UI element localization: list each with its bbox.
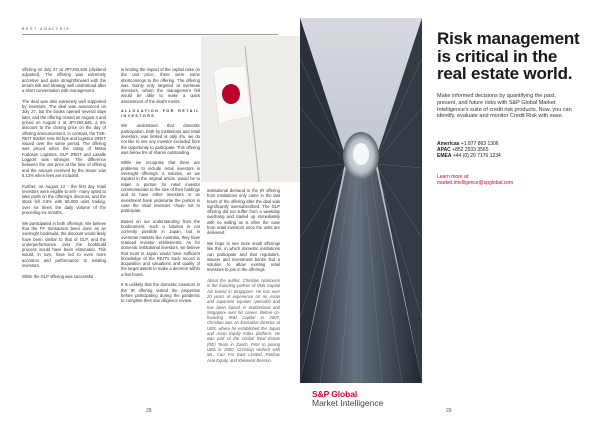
author-bio: About the author, Christian Nomoussi is the founding partner of IR&I Capital AG based in Singapore. He has over 20 years of experience on an Asian and Japanese equities specialist and has been based in Switzerland and Singapore over his career. Before co-founding IR&I Capital in 2007, Christian was an Executive Director at UBS, where he established the Japan and Asian Equity Index platform. He was part of the Global Real Estate (RE) Team in Zurich. Prior to joining UBS in 2000, Christian worked with ML, Carr Far East Limited, Paribas Asia Equity, and Kleinwort Benson. [207,278,280,363]
paragraph: While we recognise that there are problems to include retail investors in overnight offerings, a solution, as we expand in the original article, would be to retain a portion for retail investor commensurate to the size of their holdings and to have either investors or an investment bank underwrite the portion in case the retail investors chose not to participate. [121,160,200,214]
paragraph: We participated in both offerings. We believe that the FF transaction been done as an overnight bookbuild, the discount would likely have been similar to that of GLP, and the underperformance over the bookbuild process would have been eliminated. This would, in turn, have led to even more accretion and performance to existing investors. [22,220,106,268]
flag-illustration [201,36,300,182]
page-number-right: 29 [446,408,452,414]
paragraph: While the GLP offering was successful [22,273,94,279]
article-column-3 [207,188,280,368]
ad-body: Make informed decisions by quantifying the past, present, and future risks with S&P Global Market Intelligence's suite of credit risk products. Now, you can identify, evaluate and monitor Credit Risk with ease. [437,93,572,120]
article-column-1 [22,67,106,284]
sp-global-logo [312,390,383,408]
learn-more-label: Learn more at: [437,174,470,180]
paragraph: institutional demand in the IR offering from institutions only came in the last hours of the offering after the deal was significantly oversubscribed. The GLP offering did not suffer from a weekday overhang and traded up immediately with no selling as is often the case from retail investors once the units are delivered. [207,188,280,236]
skyscraper-illustration [300,18,422,383]
contact-emea: EMEA +44 (0) 20 7176 1234 [437,153,501,160]
paragraph: offering on July 27 at JPY292,645 (dividend adjusted). The offering was extremely accretive and quite straightforward with the tenant risk and strategy well understood after a short conversation with management. [22,67,106,94]
contact-list [437,141,567,160]
paragraph: in limiting the impact of the capital raise on the unit price, there were some shortcomings to the offering. The offering was mainly only targeted at overseas investors, whom the management felt would be able to make a quick assessment of the deal's merits. [121,67,200,104]
paragraph: The deal was also extremely well supported by investors. The deal was announced on July 27, but the books opened several days later, and the offering closed on August 3 and priced on August 4 at JPY282,845, a 5% discount to the closing price on the day of offering announcement. In contrast, the TSE-REIT market rose 80 bps and logistics JREIT issued over the same period. The offering was priced when the rating of Mitsui Fudosan Logistics, GLP JREIT and Lasalle Logport was stronger. The difference between the unit price at the time of offering and the amount received by the issuer was 8.12% when fees are included. [22,98,106,178]
article-column-2 [121,67,200,309]
japan-flag-photo [201,36,300,182]
contact-apac: APAC +852 2533 3565 [437,147,489,154]
paragraph: We hope to see more small offerings like this, in which domestic institutions can participate and that regulators, issuers and investment banks find a solution to allow existing retail investors to join in the offerings. [207,240,280,273]
learn-more [437,174,567,186]
ad-headline: Risk management is critical in the real estate world. [437,29,580,83]
logo-subbrand: Market Intelligence [312,398,384,408]
paragraph: We understand that domestic participation, both by institutions and retail investors, was limited at only 4%, we do not like to see any investor excluded from the opportunity to participate. This offering was below 5% of shares outstanding. [121,123,200,155]
logo-brand: S&P Global [312,389,358,399]
skyscraper-photo [300,18,422,383]
section-subhead: ALLOCATION FOR RETAIL INVESTORS [121,109,200,119]
top-rule [22,34,278,35]
paragraph: Further, on August 12 - the first day retail investors were eligible to sell - many opted to take profit on the offering's discount, and the stock fell 3.6% with 66,000 units trading, over six times the daily volume of the preceding six months. [22,183,106,216]
paragraph: It is unlikely that the domestic investors in the IR offering visited the properties before participating during the pandemic to complete their due diligence review. [121,282,200,304]
contact-email-link[interactable]: market.intelligence@spglobal.com [437,180,514,187]
paragraph: Based on our understanding from the bookrunners, such a solution is not currently possible in Japan, but in overseas markets like Australia, they have retained investor entitlements. As for domestic institutional investors, we believe that most in Japan would have sufficient knowledge of the REIT's track record in acquisition and valuations and quality of the target assets to make a decision within a few hours. [121,218,200,277]
section-tag: BEST ANALYSIS [22,27,71,31]
right-page-ad [300,0,600,424]
contact-americas: Americas +1 877 863 1306 [437,141,499,147]
page-number-left: 28 [146,408,152,414]
